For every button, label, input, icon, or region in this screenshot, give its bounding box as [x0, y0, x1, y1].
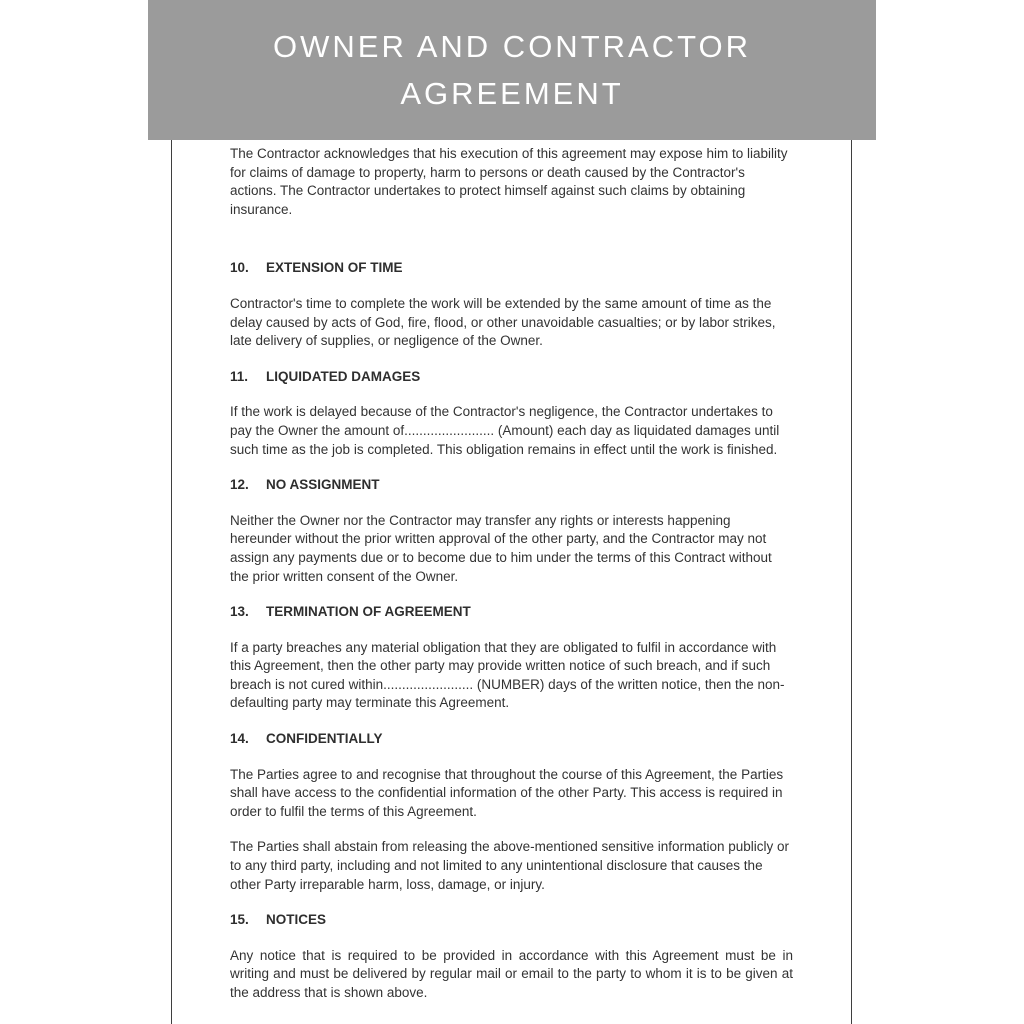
section-number: 15.: [230, 912, 249, 928]
section-heading: [230, 730, 793, 749]
section-title: NO ASSIGNMENT: [266, 477, 380, 493]
section-number: 10.: [230, 260, 249, 276]
title-banner: [148, 0, 876, 140]
document-content: [230, 140, 793, 1003]
section-heading: [230, 368, 793, 387]
section-paragraph: Neither the Owner nor the Contractor may transfer any rights or interests happening hereunder without the prior written approval of the other party, and the Contractor may not assign any payments due or to become due to him under the terms of this Contract without the prior written consent of the Owner.: [230, 512, 772, 584]
section-title: CONFIDENTIALLY: [266, 731, 383, 747]
section-heading: [230, 603, 793, 622]
section-title: LIQUIDATED DAMAGES: [266, 368, 421, 384]
section-paragraph: The Parties agree to and recognise that throughout the course of this Agreement, the Parties shall have access to the confidential information of the other Party. This access is required in order to fulfil the terms of this Agreement.: [230, 766, 784, 819]
section-paragraph: Any notice that is required to be provided in accordance with this Agreement must be in writing and must be delivered by regular mail or email to the party to whom it is to be given at the address that is shown above.: [230, 947, 793, 1000]
section-number: 14.: [230, 731, 249, 747]
section-paragraph: If a party breaches any material obligation that they are obligated to fulfil in accordance with this Agreement, then the other party may provide written notice of such breach, and if such breach is not cured within........................ (NUMBER) days of the written notice, then the non-defaulting party may terminate this Agreement.: [230, 639, 785, 711]
section-paragraph: The Parties shall abstain from releasing the above-mentioned sensitive information publicly or to any third party, including and not limited to any unintentional disclosure that causes the other Party irreparable harm, loss, damage, or injury.: [230, 839, 790, 892]
section-paragraph: Contractor's time to complete the work will be extended by the same amount of time as the delay caused by acts of God, fire, flood, or other unavoidable casualties; or by labor strikes, late delivery of supplies, or negligence of the Owner.: [230, 295, 776, 349]
section-title: TERMINATION OF AGREEMENT: [266, 604, 471, 620]
section-title: EXTENSION OF TIME: [266, 260, 403, 276]
section-paragraph: If the work is delayed because of the Contractor's negligence, the Contractor undertakes to pay the Owner the amount of........................ (Amount) each day as liquidated damages until such time as the job is completed. This obligation remains in effect until the work is finished.: [230, 404, 780, 457]
section-number: 13.: [230, 604, 249, 620]
section-heading: [230, 911, 793, 930]
section-heading: [230, 476, 793, 495]
document-title: OWNER AND CONTRACTOR AGREEMENT: [273, 29, 751, 111]
section-number: 11.: [230, 368, 249, 384]
section-heading: [230, 259, 793, 278]
section-title: NOTICES: [266, 912, 327, 928]
intro-paragraph: The Contractor acknowledges that his execution of this agreement may expose him to liability for claims of damage to property, harm to persons or death caused by the Contractor's actions. The Contractor undertakes to protect himself against such claims by obtaining insurance.: [230, 146, 788, 217]
section-number: 12.: [230, 477, 249, 493]
document-page: [171, 140, 852, 1024]
sections-container: [230, 259, 793, 1002]
